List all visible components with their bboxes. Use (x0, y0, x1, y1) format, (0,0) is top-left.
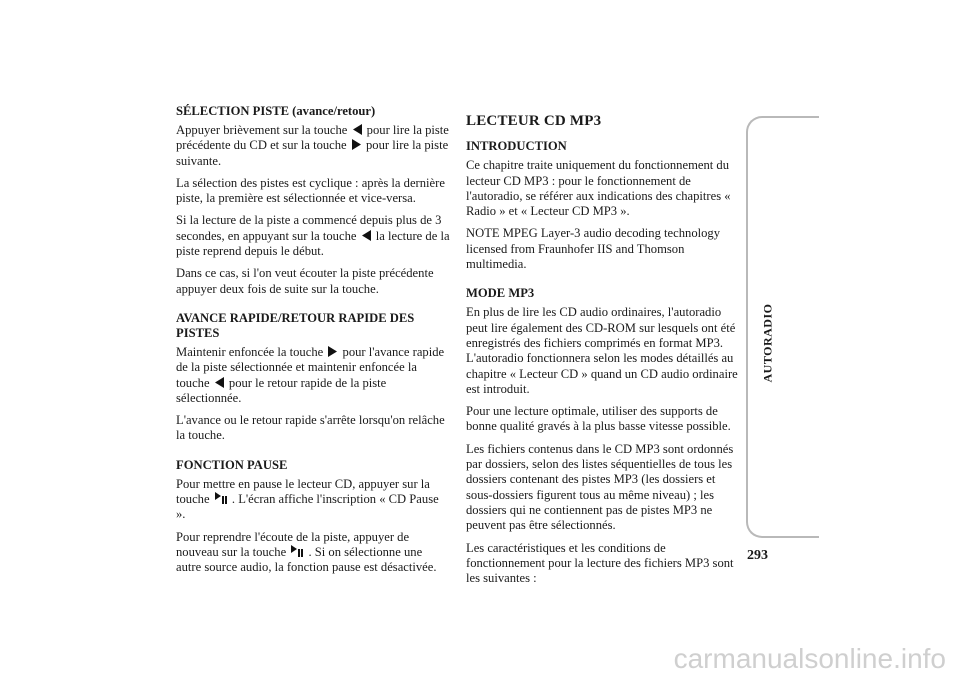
watermark-text: carmanualsonline.info (673, 643, 946, 674)
paragraph-piste-precedente: Dans ce cas, si l'on veut écouter la piste précédente appuyer deux fois de suite sur la touche. (176, 266, 434, 296)
section-side-tab (757, 298, 779, 388)
heading-mode-mp3: MODE MP3 (466, 286, 535, 301)
paragraph-arret: L'avance ou le retour rapide s'arrête lorsqu'on relâche la touche. (176, 413, 445, 443)
paragraph-trois-secondes: Si la lecture de la piste a commencé depuis plus de 3 secondes, en appuyant sur la touche la lecture de la piste reprend depuis le début. (176, 213, 450, 259)
play-pause-icon (215, 492, 227, 504)
page-number: 293 (747, 548, 768, 563)
paragraph-qualite: Pour une lecture optimale, utiliser des supports de bonne qualité gravés à la plus basse vitesse possible. (466, 404, 731, 434)
paragraph-intro: Ce chapitre traite uniquement du fonctionnement du lecteur CD MP3 : pour le fonctionnement de l'autoradio, se référer aux indications des chapitres « Radio » et « Lecteur CD MP3 ». (466, 158, 731, 219)
paragraph-reprendre: Pour reprendre l'écoute de la piste, appuyer de nouveau sur la touche . Si on sélectionne une autre source audio, la fonction pause est désactivée. (176, 529, 437, 575)
triangle-left-icon (362, 230, 371, 241)
triangle-right-icon (328, 346, 337, 357)
paragraph-selection: Appuyer brièvement sur la touche pour lire la piste précédente du CD et sur la touche pour lire la piste suivante. (176, 123, 449, 168)
paragraph-mode: En plus de lire les CD audio ordinaires, l'autoradio peut lire également des CD-ROM sur lesquels ont été enregistrés des fichiers comprimés en format MP3. L'autoradio fonctionnera selon les modes détaillés au chapitre « Lecteur CD » quand un CD audio ordinaire est introduit. (466, 305, 738, 396)
heading-fonction-pause: FONCTION PAUSE (176, 457, 288, 472)
paragraph-pause: Pour mettre en pause le lecteur CD, appuyer sur la touche . L'écran affiche l'inscription « CD Pause ». (176, 476, 439, 522)
watermark-bar (0, 641, 960, 679)
right-column (466, 114, 742, 593)
section-title: LECTEUR CD MP3 (466, 113, 602, 129)
heading-introduction: INTRODUCTION (466, 139, 567, 154)
heading-avance-rapide: AVANCE RAPIDE/RETOUR RAPIDE DES PISTES (176, 310, 415, 340)
paragraph-fichiers: Les fichiers contenus dans le CD MP3 sont ordonnés par dossiers, selon des listes séquentielles de tous les dossiers contenant des pistes MP3 (les dossiers et sous-dossiers figurent tous au même niveau) ; les dossiers qui ne contiennent pas de pistes MP3 ne peuvent pas être sélectionnés. (466, 441, 734, 533)
heading-selection-piste: SÉLECTION PISTE (avance/retour) (176, 104, 376, 118)
paragraph-avance: Maintenir enfoncée la touche pour l'avance rapide de la piste sélectionnée et maintenir enfoncée la touche pour le retour rapide de la piste sélectionnée. (176, 344, 445, 405)
side-tab-label: AUTORADIO (760, 303, 775, 383)
left-column (176, 104, 450, 583)
triangle-left-icon (353, 124, 362, 135)
paragraph-cyclique: La sélection des pistes est cyclique : après la dernière piste, la première est sélectionnée et vice-versa. (176, 175, 445, 206)
triangle-right-icon (352, 139, 361, 150)
triangle-left-icon (215, 377, 224, 388)
play-pause-icon (291, 545, 303, 557)
paragraph-note: NOTE MPEG Layer-3 audio decoding technology licensed from Fraunhofer IIS and Thomson multimedia. (466, 226, 721, 272)
paragraph-caracteristiques: Les caractéristiques et les conditions de fonctionnement pour la lecture des fichiers MP3 sont les suivantes : (466, 540, 734, 586)
